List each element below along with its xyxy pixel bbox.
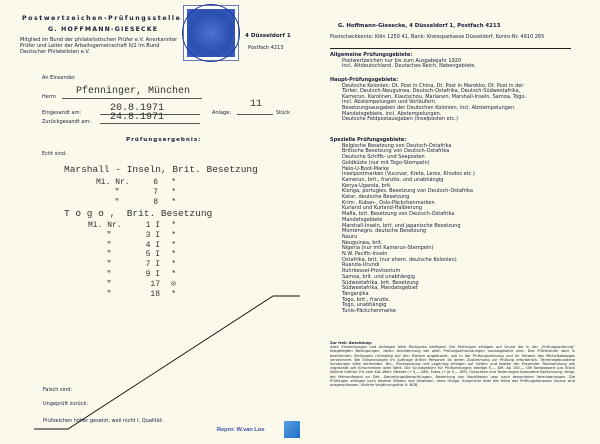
- zurueck-value: 24.8.1971: [110, 112, 165, 123]
- header-divider: [330, 48, 571, 49]
- anlage-label: Anlage:: [212, 110, 231, 116]
- section-allgemeine: Allgemeine Prüfungsgebiete: Postwertzeichen nur bis zum Ausgabejahr 1920 incl. Altdeutschland, Deutsches Reich, Nebengebiete.: [330, 52, 476, 70]
- herrn-value: Pfenninger, München: [76, 86, 191, 97]
- result-row: Mi. Nr. 1 I *: [88, 221, 176, 230]
- ergebnis-heading: Prüfungsergebnis:: [126, 137, 202, 143]
- result-row: " 8 *: [114, 198, 176, 207]
- anlage-value: 11: [250, 99, 263, 110]
- letterhead-title: Postwertzeichen-Prüfungsstelle: [22, 15, 182, 22]
- letterhead-name: G. HOFFMANN-GIESECKE: [48, 26, 159, 33]
- section-title: Allgemeine Prüfungsgebiete:: [330, 52, 413, 58]
- herrn-label: Herrn: [42, 94, 56, 100]
- eingesandt-label: Eingesandt am:: [42, 110, 82, 116]
- stueck-label: Stück: [276, 110, 290, 116]
- ungeprueft-label: Ungeprüft zurück:: [43, 401, 89, 407]
- result-row: " 18 *: [106, 289, 176, 299]
- falsch-label: Falsch sind:: [43, 387, 73, 393]
- result-row: " 7 *: [114, 188, 176, 197]
- result-row: " 9 I *: [106, 269, 176, 279]
- letterhead-city: 4 Düsseldorf 1: [245, 33, 291, 39]
- echt-label: Echt sind:: [42, 151, 67, 157]
- section-haupt: Haupt-Prüfungsgebiete: Deutsche Kolonien: Dt. Post in China, Dt. Post in Marokko, Dt. Post in der Türkei, Deutsch-Neuguinea, Deutsch-Ostafrika, Deutsch-Südwestafrika, Kamerun, Karolinen, Kiautschou, Marianen, Marshall-Inseln, Samoa, Togo. Incl. Abstempelungen und Vorläufern. Besetzungsausgaben der Deutschen Kolonien, incl. Abstempelungen. Mandatsgebiete, incl. Abstempelungen. Deutsche Feldpostausgaben (Inselposten etc.): [330, 77, 526, 123]
- repro-credit: Repro: W.van Loo: [217, 427, 265, 433]
- result-heading-marshall: Marshall - Inseln, Brit. Besetzung: [64, 164, 258, 175]
- terms-body: Allen Einsendungen und Anfragen bitte Rückporto beifügen! Die Prüfungen erfolgen auf Grund der in der „Prüfungsordnung“ festgelegten Bedingungen, deren Anerkennung bei allen Prüfungseinsendungen vorausgesetzt wird. Das Prüfzeichen wird in bestimmten Stellungen rückseitig auf den Marken angebracht, wie in der Prüfungsordnung und im Vorwort des Michelkataloges verzeichnet. Bei Einsendungen im Auftrage dritter Personen ist deren Zustimmung zur Prüfung erforderlich. Terminegebundene Sendungen bitte vermeiden. Hin-, Rücksendung und Lagerung erfolgen auf Gefahr und Kosten der Einsender. Rücksendung wie zugesandt per Einschreiben oder Wert. Die Grundgebühr für Prüfsendungen beträgt 5,— DM. Ab 100,— DM Katalogwert pro Stück übliche Gebühr 2% vom Kat.-Wert. Atteste (+ 5,— DM), Fotos (+ je 3,— DM), Gutachten und Taxierungen besondere Berechnung, desgl. bei Mehraufwand an Zeit. Sammlungsüberprüfungen, Bewertung von Nachlässen usw. nach besonderen Vereinbarungen. Die Prüfungen erfolgen nach bestem Wissen und Gewissen, ohne Obligo. Ansprüche über die Höhe des Prüfungshonorars hinaus sind ausgeschlossen. Übliche Verjährungsfrist lt. BGB.: [330, 345, 575, 388]
- result-row: Mi. Nr. 6 *: [96, 178, 176, 187]
- result-row: " 4 I *: [106, 240, 176, 250]
- terms-fine-print: [330, 341, 575, 387]
- recipient-label: An Einsender: [42, 75, 76, 81]
- terms-title: Zur freil. Beachtung:: [330, 341, 373, 345]
- result-row: " 3 I *: [106, 230, 176, 240]
- result-row: " 5 I *: [106, 250, 176, 260]
- section-title: Haupt-Prüfungsgebiete:: [330, 77, 399, 83]
- zurueck-label: Zurückgesandt am:: [42, 119, 91, 125]
- letterhead-postbox: Postfach 4213: [248, 45, 284, 51]
- eingesandt-value: 20.8.1971: [110, 103, 165, 114]
- result-row: " 17 ⊙: [106, 279, 176, 289]
- result-heading-togo: T o g o , Brit. Besetzung: [64, 208, 213, 219]
- pruefzeichen-label: Prüfzeichen höher gesetzt, weil nicht I. Qualität:: [43, 418, 164, 424]
- section-speziell: Spezielle Prüfungsgebiete: Belgische Besetzung von Deutsch-Ostafrika Britische Besetzung von Deutsch-Ostafrika Deutsche Schiffs- und Seeposten Goldküste (nur mit Togo-Stempeln) Helo-U-Boot-Marke Inselpostmarken (Vucovar, Kreta, Leros, Rhodos etc.) Kamerun, brit., französ. und unabhängig Kenya-Uganda, brit. Kionga, portugies. Besetzung von Deutsch-Ostafrika Kator, deutsche Besetzung Krim-, Kuban-, Oslo-Päckchenmarken Kurland und Kurland-Halbierung Mafia, brit. Besetzung von Deutsch-Ostafrika Mandatsgebiete Marshall-Inseln, brit. und japanische Besetzung Montenegro, deutsche Besetzung Nauru Neuguinea, brit. Nigeria (nur mit Kamerun-Stempeln) N.W. Pacific-Inseln Ostafrika, brit. (nur ehem. deutsche Kolonien) Ruanda-Urundi Ruhrkessel-Provisorium Samoa, brit. und unabhängig Südwestafrika, brit. Besetzung Südwestafrika, Mandatsgebiet Tanganjika Togo, brit., französ. Togo, unabhängig Tunis-Päckchenmarke: [330, 137, 475, 315]
- result-row: " 7 I *: [106, 260, 176, 270]
- repro-logo-icon: [284, 421, 300, 438]
- letterhead-membership: Mitglied im Bund der philatelistischen Prüfer e.V. Anerkannter Prüfer und Leiter der Arbeitsgemeinschaft II/2 im Bund Deutscher Philatelisten e.V.: [20, 37, 178, 56]
- section-title: Spezielle Prüfungsgebiete:: [330, 137, 407, 143]
- right-header: G. Hoffmann-Giesecke, 4 Düsseldorf 1, Postfach 4213: [338, 23, 501, 29]
- bank-details: Postscheckkonto: Köln 1250 41, Bank: Kreissparkasse Düsseldorf, Konto-Nr. 4910 265: [330, 34, 545, 40]
